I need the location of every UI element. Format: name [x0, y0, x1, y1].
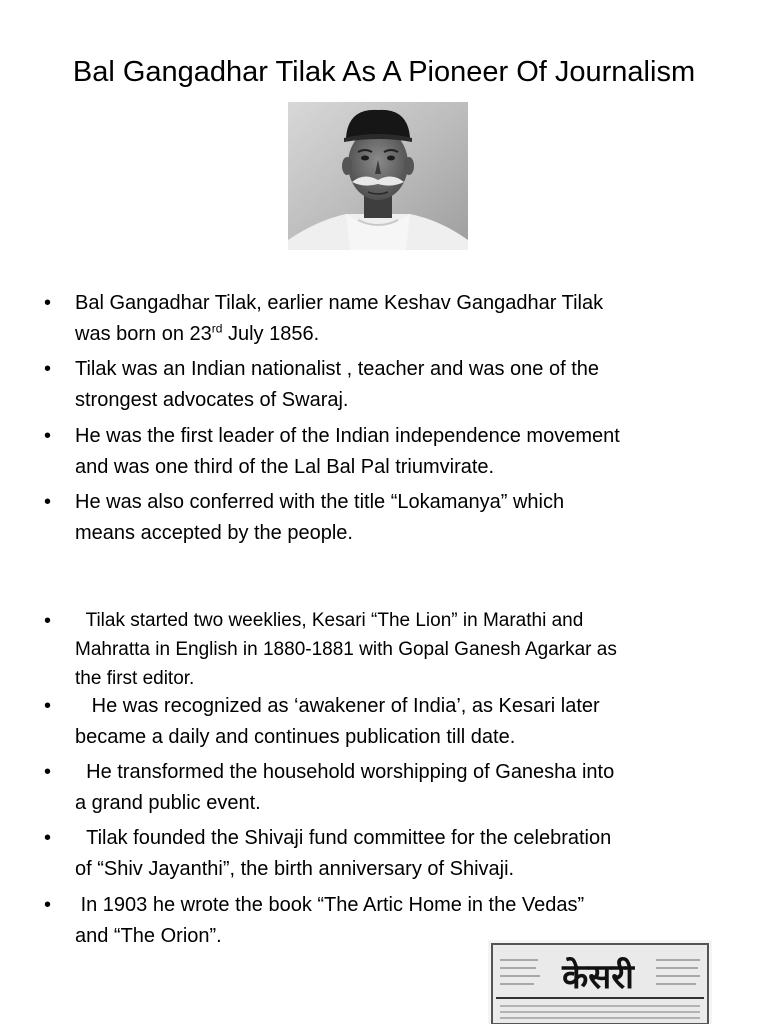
bullet-text: Tilak was an Indian nationalist , teacher and was one of the strongest advocates of Swaraj.: [75, 358, 600, 411]
bullet-text: He was recognized as ‘awakener of India’, as Kesari later became a daily and continues publication till date.: [75, 695, 600, 748]
bullet-dot: •: [44, 827, 52, 849]
portrait-illustration: [288, 102, 468, 250]
bullet-text: He was also conferred with the title “Lokamanya” which means accepted by the people.: [75, 491, 565, 544]
bullet-dot: •: [44, 695, 52, 717]
bullet-dot: •: [44, 358, 52, 380]
bullet-text: Bal Gangadhar Tilak, earlier name Keshav Gangadhar Tilak was born on 23rd July 1856.: [75, 292, 604, 345]
bullet-dot: •: [44, 761, 52, 783]
bullet-text: He transformed the household worshipping of Ganesha into a grand public event.: [75, 761, 615, 814]
portrait-photo: [288, 102, 468, 250]
bullet-text: Tilak founded the Shivaji fund committee for the celebration of “Shiv Jayanthi”, the birth anniversary of Shivaji.: [75, 827, 612, 880]
masthead-text: केसरी: [562, 957, 634, 997]
bullet-dot: •: [44, 894, 52, 916]
bullet-text: He was the first leader of the Indian independence movement and was one third of the Lal Bal Pal triumvirate.: [75, 425, 620, 478]
bullet-dot: •: [44, 491, 52, 513]
bullet-dot: •: [44, 610, 52, 632]
newspaper-illustration: [488, 940, 712, 1024]
bullet-dot: •: [44, 292, 52, 314]
kesari-newspaper-image: [488, 940, 712, 1024]
bullet-text: In 1903 he wrote the book “The Artic Home in the Vedas” and “The Orion”.: [75, 894, 585, 947]
slide-title: Bal Gangadhar Tilak As A Pioneer Of Journalism: [72, 56, 696, 88]
bullet-dot: •: [44, 425, 52, 447]
bullet-text: Tilak started two weeklies, Kesari “The Lion” in Marathi and Mahratta in English in 1880-1881 with Gopal Ganesh Agarkar as the first editor.: [75, 610, 617, 689]
